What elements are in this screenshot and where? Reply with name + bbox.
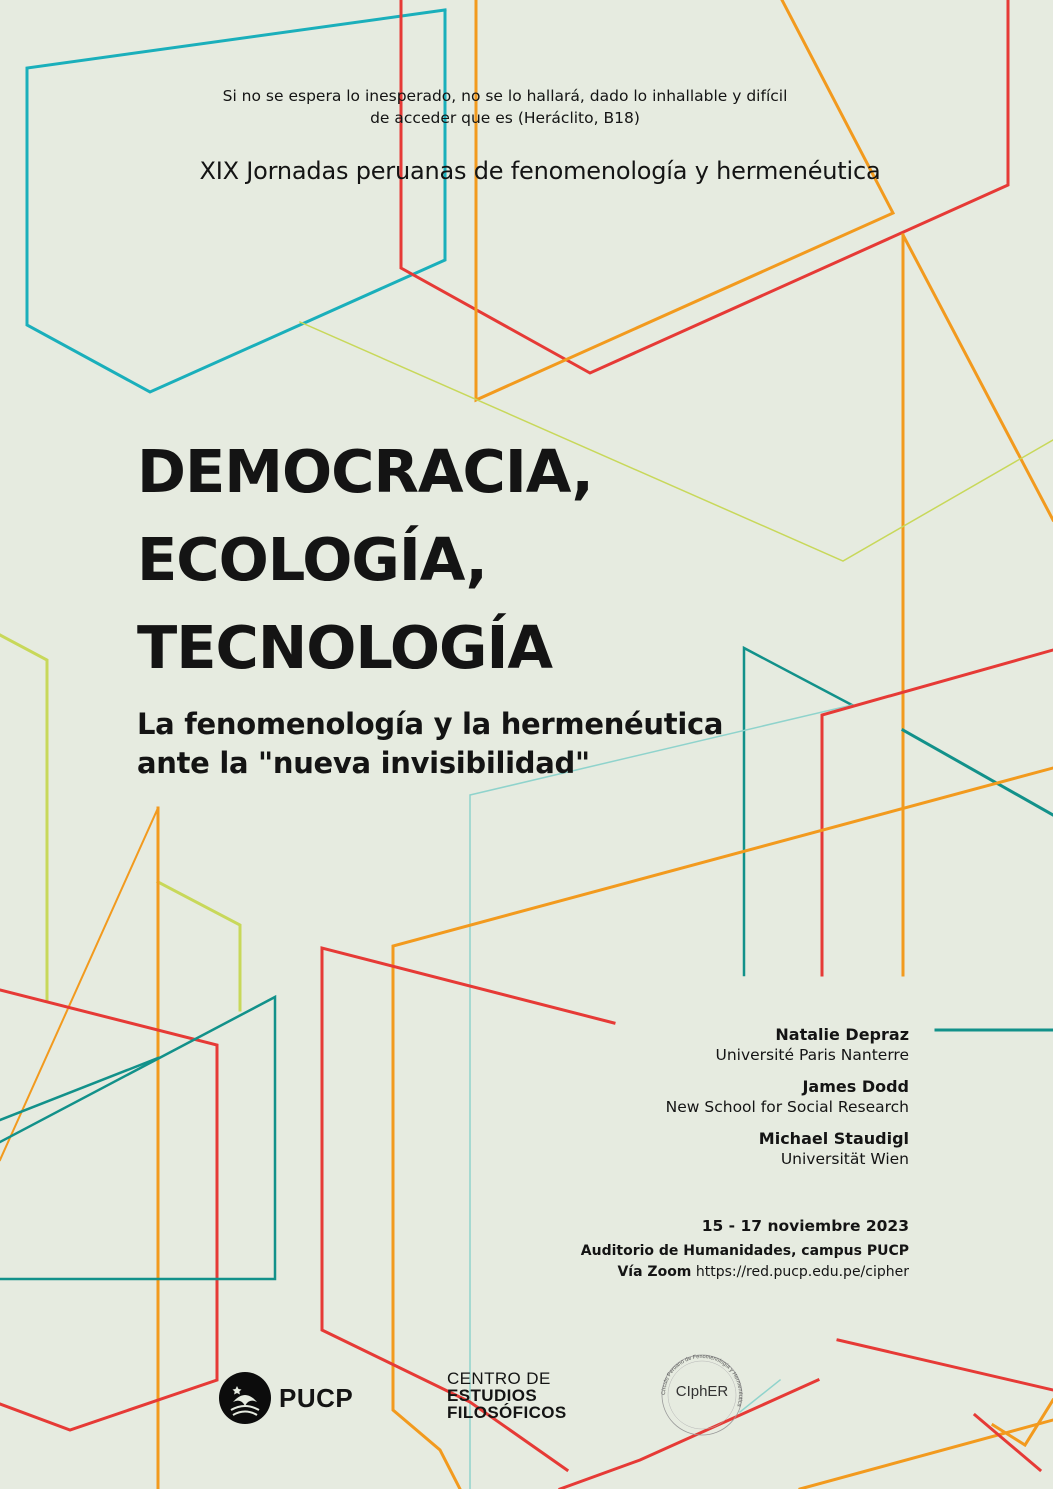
cipher-ring-text: Círculo Peruano de Fenomenología y Hermenéutica xyxy=(660,1353,744,1408)
zoom-link[interactable]: https://red.pucp.edu.pe/cipher xyxy=(695,1264,909,1280)
epigraph xyxy=(190,85,820,129)
subtitle xyxy=(137,705,723,783)
speaker-name: Natalie Depraz xyxy=(775,1025,909,1044)
cipher-wordmark: CIphER xyxy=(675,1383,729,1400)
dark-teal-mid xyxy=(744,648,852,975)
zoom-line xyxy=(581,1262,909,1283)
epigraph-line-2: de acceder que es (Heráclito, B18) xyxy=(370,109,640,127)
speaker-affiliation: New School for Social Research xyxy=(665,1098,909,1116)
orange-right-bottom xyxy=(800,1420,1053,1489)
pucp-emblem-icon xyxy=(219,1372,271,1424)
red-right-line xyxy=(822,650,1053,975)
epigraph-line-1: Si no se espera lo inesperado, no se lo hallará, dado lo inhallable y difícil xyxy=(222,87,788,105)
cef-logo xyxy=(447,1370,567,1421)
speaker xyxy=(666,1024,909,1066)
cef-line-3: FILOSÓFICOS xyxy=(447,1403,567,1422)
pucp-wordmark: PUCP xyxy=(279,1382,354,1413)
speaker xyxy=(666,1076,909,1118)
event-venue: Auditorio de Humanidades, campus PUCP xyxy=(580,1243,909,1259)
orange-top-line xyxy=(476,0,893,400)
cef-line-2: ESTUDIOS xyxy=(447,1386,538,1405)
svg-text:Círculo Peruano de Fenomenolog xyxy=(661,1354,743,1408)
main-title-line-3: TECNOLOGÍA xyxy=(137,613,553,682)
pucp-logo xyxy=(219,1372,353,1424)
orange-right-line xyxy=(903,235,1053,520)
teal-left-line xyxy=(0,997,275,1279)
orange-left-diagonal xyxy=(0,808,158,1160)
teal-left-short xyxy=(0,1058,158,1120)
event-dates: 15 - 17 noviembre 2023 xyxy=(701,1217,909,1235)
speaker-affiliation: Université Paris Nanterre xyxy=(715,1046,909,1064)
main-title-line-1: DEMOCRACIA, xyxy=(137,437,593,506)
speaker-name: Michael Staudigl xyxy=(758,1129,909,1148)
zoom-label: Vía Zoom xyxy=(617,1264,692,1280)
red-corner xyxy=(975,1415,1040,1470)
teal-hexagon-line xyxy=(27,10,445,392)
lime-mid-line xyxy=(158,882,240,1010)
speaker-affiliation: Universität Wien xyxy=(780,1150,909,1168)
red-top-line xyxy=(401,0,1008,373)
speaker-name: James Dodd xyxy=(802,1077,909,1096)
main-title-line-2: ECOLOGÍA, xyxy=(137,525,487,594)
red-left-line xyxy=(0,990,217,1430)
subtitle-line-2: ante la "nueva invisibilidad" xyxy=(137,746,590,780)
speaker xyxy=(666,1128,909,1170)
subtitle-line-1: La fenomenología y la hermenéutica xyxy=(137,707,724,741)
speakers-list xyxy=(666,1024,909,1180)
cipher-logo xyxy=(652,1345,752,1445)
main-title xyxy=(137,428,593,692)
red-right-bottom xyxy=(838,1340,1053,1390)
event-info xyxy=(581,1216,909,1283)
cef-line-1: CENTRO DE xyxy=(447,1369,551,1388)
event-title: XIX Jornadas peruanas de fenomenología y hermenéutica xyxy=(199,157,881,185)
lime-left-line xyxy=(0,635,47,1000)
